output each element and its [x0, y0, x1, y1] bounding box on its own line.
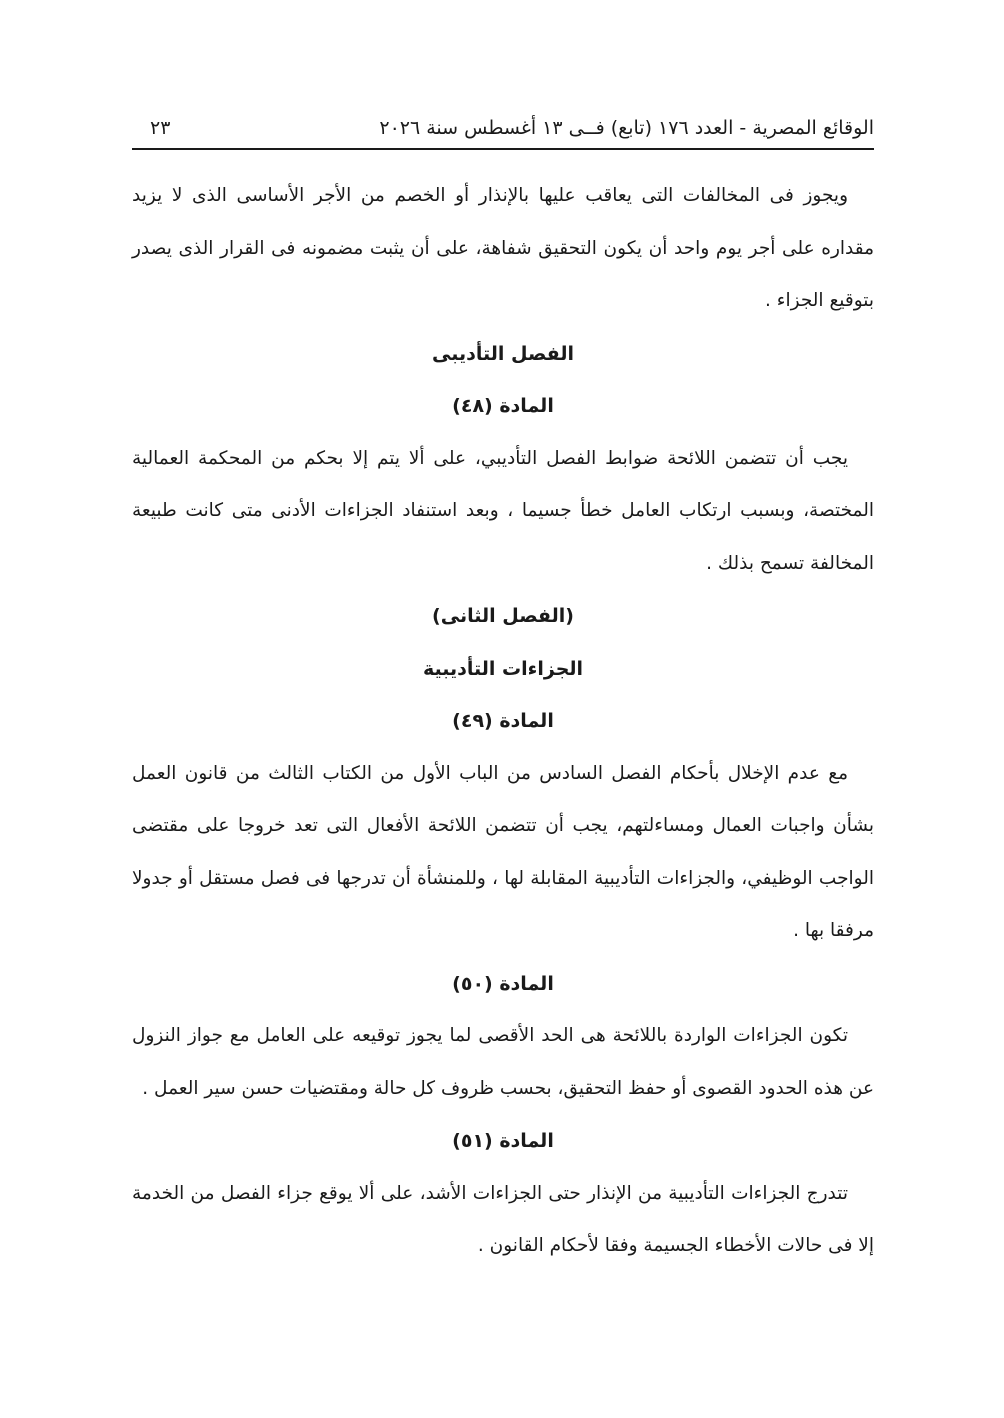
- running-header: [132, 108, 874, 150]
- chapter-two-title: (الفصل الثانى): [432, 605, 574, 627]
- gazette-page: [132, 108, 874, 1273]
- article-50-title: المادة (٥٠): [452, 972, 554, 995]
- gazette-title: الوقائع المصرية - العدد ١٧٦ (تابع) فــى ١٣ أغسطس سنة ٢٠٢٦: [379, 117, 874, 139]
- article-50-text: تكون الجزاءات الواردة باللائحة هى الحد الأقصى لما يجوز توقيعه على العامل مع جواز النزول عن هذه الحدود القصوى أو حفظ التحقيق، بحسب ظروف كل حالة ومقتضيات حسن سير العمل .: [132, 1025, 874, 1099]
- article-48-text: يجب أن تتضمن اللائحة ضوابط الفصل التأديبي، على ألا يتم إلا بحكم من المحكمة العمالية المختصة، وبسبب ارتكاب العامل خطأ جسيما ، وبعد استنفاد الجزاءات الأدنى متى كانت طبيعة المخالفة تسمح بذلك .: [132, 447, 874, 574]
- article-49-title: المادة (٤٩): [452, 710, 554, 732]
- article-49-text: مع عدم الإخلال بأحكام الفصل السادس من الباب الأول من الكتاب الثالث من قانون العمل بشأن واجبات العمال ومساءلتهم، يجب أن تتضمن اللائحة الأفعال التى تعد خروجا على مقتضى الواجب الوظيفي، والجزاءات التأديبية المقابلة لها ، وللمنشأة أن تدرجها فى فصل مستقل أو جدولا مرفقا بها .: [132, 762, 874, 941]
- article-48-title: المادة (٤٨): [452, 395, 554, 417]
- paragraph-minor-penalties: ويجوز فى المخالفات التى يعاقب عليها بالإنذار أو الخصم من الأجر الأساسى الذى لا يزيد مقداره على أجر يوم واحد أن يكون التحقيق شفاهة، على أن يثبت مضمونه فى القرار الذى يصدر بتوقيع الجزاء .: [132, 185, 874, 311]
- article-51-title: المادة (٥١): [452, 1130, 554, 1152]
- page-number: ٢٣: [150, 117, 171, 139]
- article-51-text: تتدرج الجزاءات التأديبية من الإنذار حتى الجزاءات الأشد، على ألا يوقع جزاء الفصل من الخدمة إلا فى حالات الأخطاء الجسيمة وفقا لأحكام القانون .: [132, 1182, 874, 1256]
- chapter-two-subtitle: الجزاءات التأديبية: [422, 657, 584, 680]
- section-heading-disciplinary-dismissal: الفصل التأديبى: [431, 342, 575, 365]
